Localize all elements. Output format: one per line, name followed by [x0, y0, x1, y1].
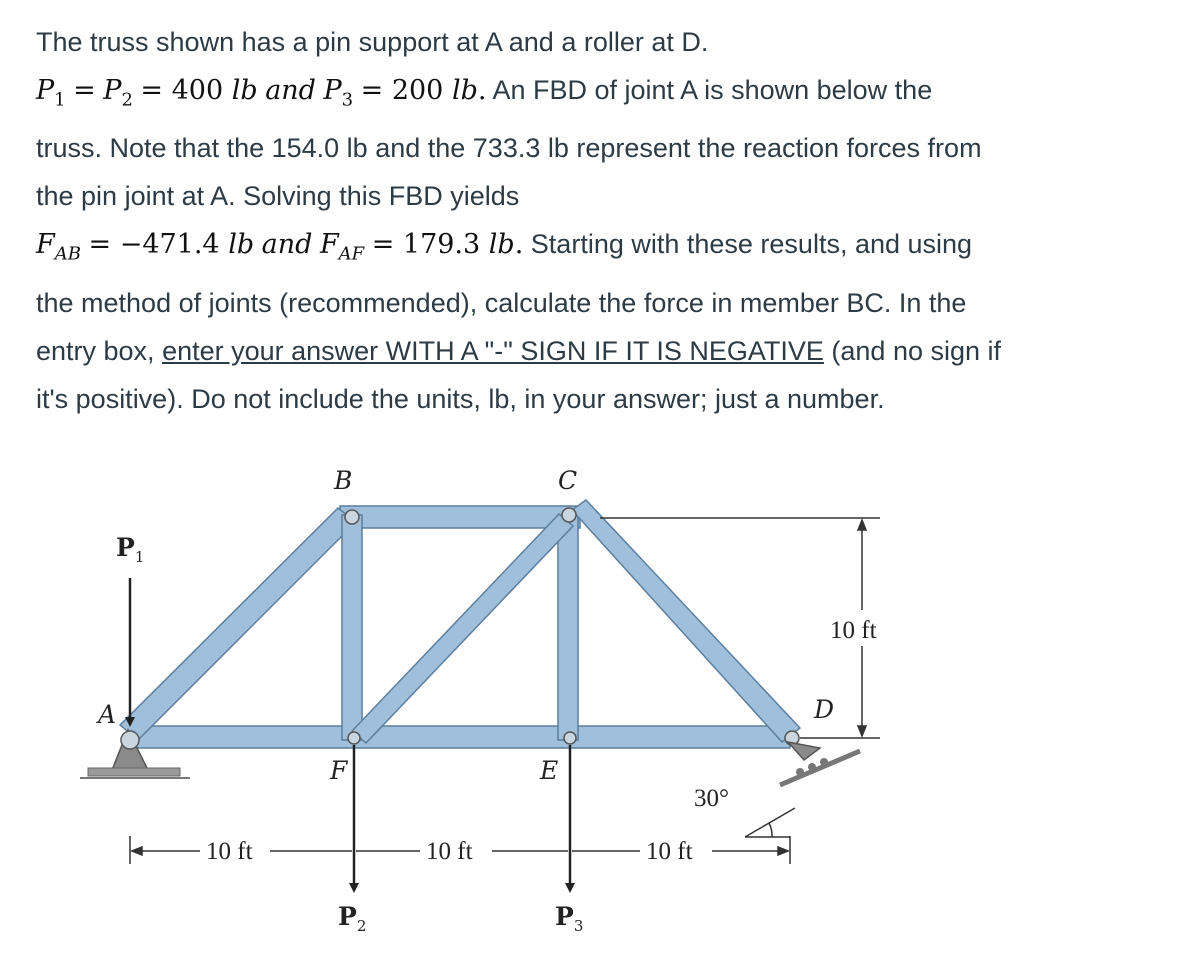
member-fc: [352, 514, 573, 743]
label-a: A: [98, 700, 117, 729]
truss-members: [120, 500, 800, 748]
problem-line-4: the pin joint at A. Solving this FBD yields: [36, 181, 520, 212]
roller-support-d: [745, 742, 860, 837]
problem-line-5-tail: Starting with these results, and using: [523, 229, 973, 260]
equals-sign: =: [73, 75, 96, 106]
label-c: C: [558, 466, 578, 495]
unit-lb: lb: [231, 75, 258, 106]
label-p2: $P_2$: [338, 902, 367, 935]
sign-instruction-underlined: enter your answer WITH A "-" SIGN IF IT IS NEGATIVE: [162, 335, 824, 366]
period: .: [514, 229, 524, 261]
member-af-fe-ed: [128, 726, 790, 748]
member-bc: [340, 506, 580, 528]
fab-subscript: AB: [54, 243, 81, 265]
problem-line-6: the method of joints (recommended), calculate the force in member BC. In the: [36, 287, 967, 318]
joint-f-pin: [348, 732, 360, 744]
dimension-height: 10 ft: [830, 617, 877, 644]
problem-line-2-tail: An FBD of joint A is shown below the: [486, 75, 933, 105]
load-p3: [555, 745, 583, 935]
dimension-span-ed: 10 ft: [646, 838, 693, 865]
joint-e-pin: [564, 732, 576, 744]
p-value: = 400: [140, 75, 232, 106]
problem-line-8: it's positive). Do not include the units, lb, in your answer; just a number.: [36, 383, 885, 414]
member-ce: [558, 515, 578, 740]
label-f: F: [330, 756, 348, 785]
label-p1: $P_1$: [116, 533, 145, 566]
faf-subscript: AF: [338, 243, 365, 265]
joint-b-pin: [345, 510, 359, 524]
load-p1: [116, 533, 144, 722]
and-word: and: [261, 229, 313, 261]
member-bf: [342, 515, 362, 740]
line-7-suffix: (and no sign if: [823, 335, 1002, 366]
problem-line-3: truss. Note that the 154.0 lb and the 733.3 lb represent the reaction forces from: [36, 133, 982, 164]
dimension-span-fe: 10 ft: [426, 838, 473, 865]
unit-lb: lb: [451, 75, 478, 106]
line-7-prefix: entry box,: [36, 335, 163, 366]
dimension-angle: 30°: [694, 785, 729, 812]
faf-symbol: F: [319, 229, 339, 261]
unit-lb: lb: [228, 229, 255, 261]
label-b: B: [334, 466, 353, 495]
label-d: D: [814, 695, 835, 724]
problem-line-1: The truss shown has a pin support at A and a roller at D.: [36, 27, 709, 57]
label-p3: $P_3$: [555, 902, 584, 935]
member-ab: [120, 508, 356, 740]
p2-subscript: 2: [121, 89, 133, 111]
p3-subscript: 3: [341, 89, 354, 111]
dimension-span-af: 10 ft: [206, 838, 253, 865]
label-e: E: [540, 756, 559, 785]
fab-symbol: F: [36, 229, 55, 261]
fab-value: = −471.4: [88, 229, 229, 261]
p3-value: = 200: [360, 75, 452, 106]
faf-value: = 179.3: [371, 229, 489, 261]
member-cd: [572, 500, 800, 742]
p1-symbol: P: [36, 75, 55, 106]
period: .: [477, 75, 487, 106]
joint-c-pin: [562, 508, 576, 522]
and-word: and: [265, 75, 316, 106]
p2-symbol: P: [103, 75, 122, 106]
unit-lb: lb: [488, 229, 515, 261]
p1-subscript: 1: [54, 89, 66, 111]
p3-symbol: P: [323, 75, 342, 106]
